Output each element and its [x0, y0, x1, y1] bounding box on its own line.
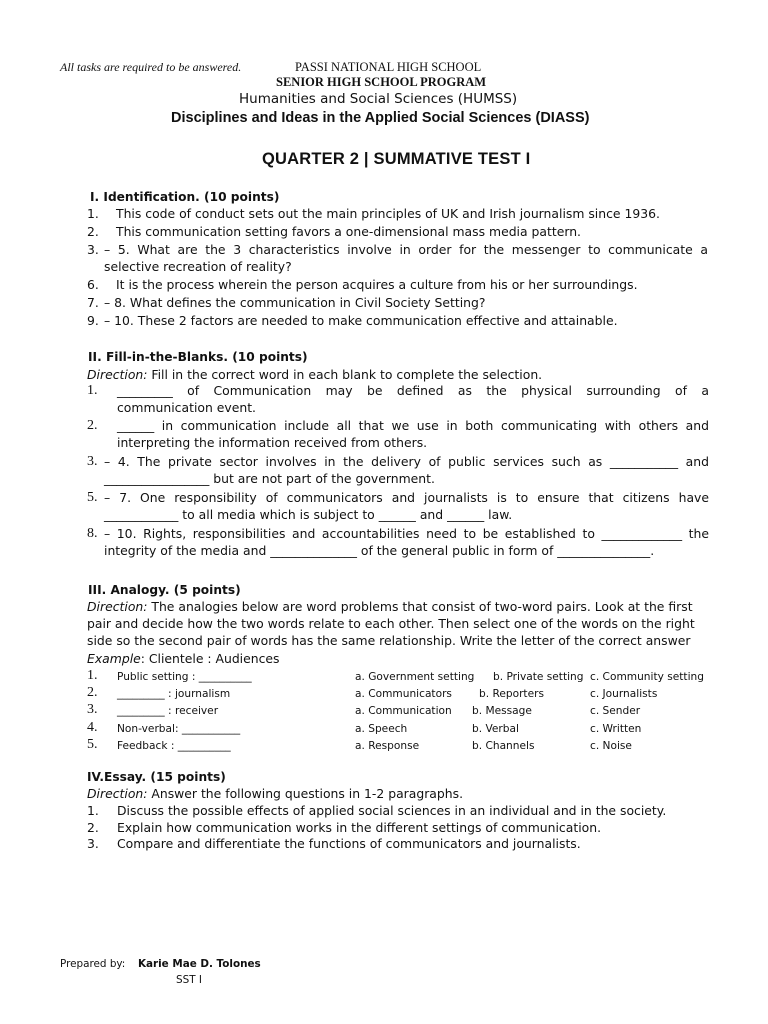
preparer-name: Karie Mae D. Tolones [137, 958, 261, 970]
list-item-continued: selective recreation of reality? [104, 259, 292, 274]
item-number: 3. [87, 454, 98, 469]
direction-text [87, 786, 463, 801]
item-number: 1. [87, 803, 99, 818]
option-a: a. Response [355, 740, 420, 752]
option-b: b. Reporters [479, 688, 544, 700]
list-item: Discuss the possible effects of applied social sciences in an individual and in the society. [117, 803, 667, 818]
option-c: c. Community setting [590, 671, 704, 683]
item-number: 1. [87, 206, 99, 221]
direction-text [87, 599, 693, 614]
direction-label: Direction: [87, 599, 148, 614]
list-item: – 10. These 2 factors are needed to make communication effective and attainable. [104, 313, 618, 328]
option-a: a. Communication [355, 705, 452, 717]
direction-body: Answer the following questions in 1-2 paragraphs. [147, 786, 464, 801]
option-b: b. Verbal [472, 723, 519, 735]
list-item: – 10. Rights, responsibilities and accountabilities need to be established to _____________ the [104, 526, 709, 541]
item-number: 2. [87, 685, 98, 700]
example-text [87, 651, 280, 666]
list-item: Compare and differentiate the functions of communicators and journalists. [117, 836, 581, 851]
prepared-by [60, 958, 261, 970]
list-item: This code of conduct sets out the main principles of UK and Irish journalism since 1936. [116, 206, 660, 221]
list-item-continued: interpreting the information received from others. [117, 435, 428, 450]
option-a: a. Speech [355, 723, 408, 735]
list-item: Explain how communication works in the different settings of communication. [117, 820, 602, 835]
item-number: 1. [87, 383, 98, 398]
item-number: 2. [87, 820, 99, 835]
school-name: PASSI NATIONAL HIGH SCHOOL [295, 60, 482, 74]
example-label: Example [87, 651, 141, 666]
list-item: – 8. What defines the communication in Civil Society Setting? [104, 295, 486, 310]
section-heading-identification: I. Identification. (10 points) [90, 190, 280, 204]
instruction-note: All tasks are required to be answered. [60, 60, 242, 74]
direction-text [87, 367, 542, 382]
option-b: b. Private setting [493, 671, 584, 683]
direction-body: The analogies below are word problems that consist of two-word pairs. Look at the first [147, 599, 693, 614]
item-number: 6. [87, 277, 99, 292]
analogy-prompt: Public setting : __________ [117, 671, 252, 683]
list-item: It is the process wherein the person acquires a culture from his or her surroundings. [116, 277, 638, 292]
test-title: QUARTER 2 | SUMMATIVE TEST I [262, 150, 531, 168]
item-number: 3. [87, 242, 99, 257]
list-item-continued: _________________ but are not part of the government. [104, 471, 435, 486]
list-item-continued: communication event. [117, 400, 256, 415]
prepared-by-label: Prepared by: [60, 958, 126, 970]
option-a: a. Communicators [355, 688, 452, 700]
example-body: : Clientele : Audiences [140, 651, 280, 666]
analogy-prompt: _________ : receiver [117, 705, 219, 717]
direction-label: Direction: [87, 367, 148, 382]
item-number: 7. [87, 295, 99, 310]
option-c: c. Journalists [590, 688, 658, 700]
option-a: a. Government setting [355, 671, 475, 683]
list-item: ______ in communication include all that we use in both communicating with others and [117, 418, 709, 433]
option-b: b. Message [472, 705, 532, 717]
option-c: c. Sender [590, 705, 641, 717]
item-number: 4. [87, 720, 98, 735]
section-heading-analogy: III. Analogy. (5 points) [88, 583, 241, 597]
program-name: SENIOR HIGH SCHOOL PROGRAM [276, 75, 487, 89]
list-item: – 5. What are the 3 characteristics involve in order for the messenger to communicate a [104, 242, 708, 257]
item-number: 8. [87, 526, 98, 541]
direction-text-continued: side so the second pair of words has the same relationship. Write the letter of the correct answer [87, 633, 691, 648]
section-heading-fill-in-the-blanks: II. Fill-in-the-Blanks. (10 points) [88, 350, 308, 364]
direction-text-continued: pair and decide how the two words relate to each other. Then select one of the words on the right [87, 616, 695, 631]
item-number: 5. [87, 490, 98, 505]
item-number: 5. [87, 737, 98, 752]
analogy-prompt: Non-verbal: ___________ [117, 723, 241, 735]
list-item: – 4. The private sector involves in the delivery of public services such as ___________ and [104, 454, 709, 469]
direction-label: Direction: [87, 786, 148, 801]
direction-body: Fill in the correct word in each blank to complete the selection. [147, 367, 543, 382]
item-number: 9. [87, 313, 99, 328]
option-b: b. Channels [472, 740, 535, 752]
item-number: 3. [87, 836, 99, 851]
list-item: _________ of Communication may be defined as the physical surrounding of a [117, 383, 709, 398]
strand-name: Humanities and Social Sciences (HUMSS) [239, 91, 518, 107]
analogy-prompt: _________ : journalism [117, 688, 231, 700]
item-number: 2. [87, 224, 99, 239]
option-c: c. Written [590, 723, 642, 735]
list-item-continued: integrity of the media and ______________ of the general public in form of _______________. [104, 543, 655, 558]
item-number: 2. [87, 418, 98, 433]
option-c: c. Noise [590, 740, 632, 752]
list-item-continued: ____________ to all media which is subject to ______ and ______ law. [104, 507, 513, 522]
list-item: This communication setting favors a one-dimensional mass media pattern. [116, 224, 581, 239]
subject-title: Disciplines and Ideas in the Applied Social Sciences (DIASS) [171, 110, 590, 126]
list-item: – 7. One responsibility of communicators and journalists is to ensure that citizens have [104, 490, 709, 505]
analogy-prompt: Feedback : __________ [117, 740, 231, 752]
document-code: SST I [176, 974, 202, 986]
item-number: 3. [87, 702, 98, 717]
item-number: 1. [87, 668, 98, 683]
section-heading-essay: IV.Essay. (15 points) [87, 770, 226, 784]
